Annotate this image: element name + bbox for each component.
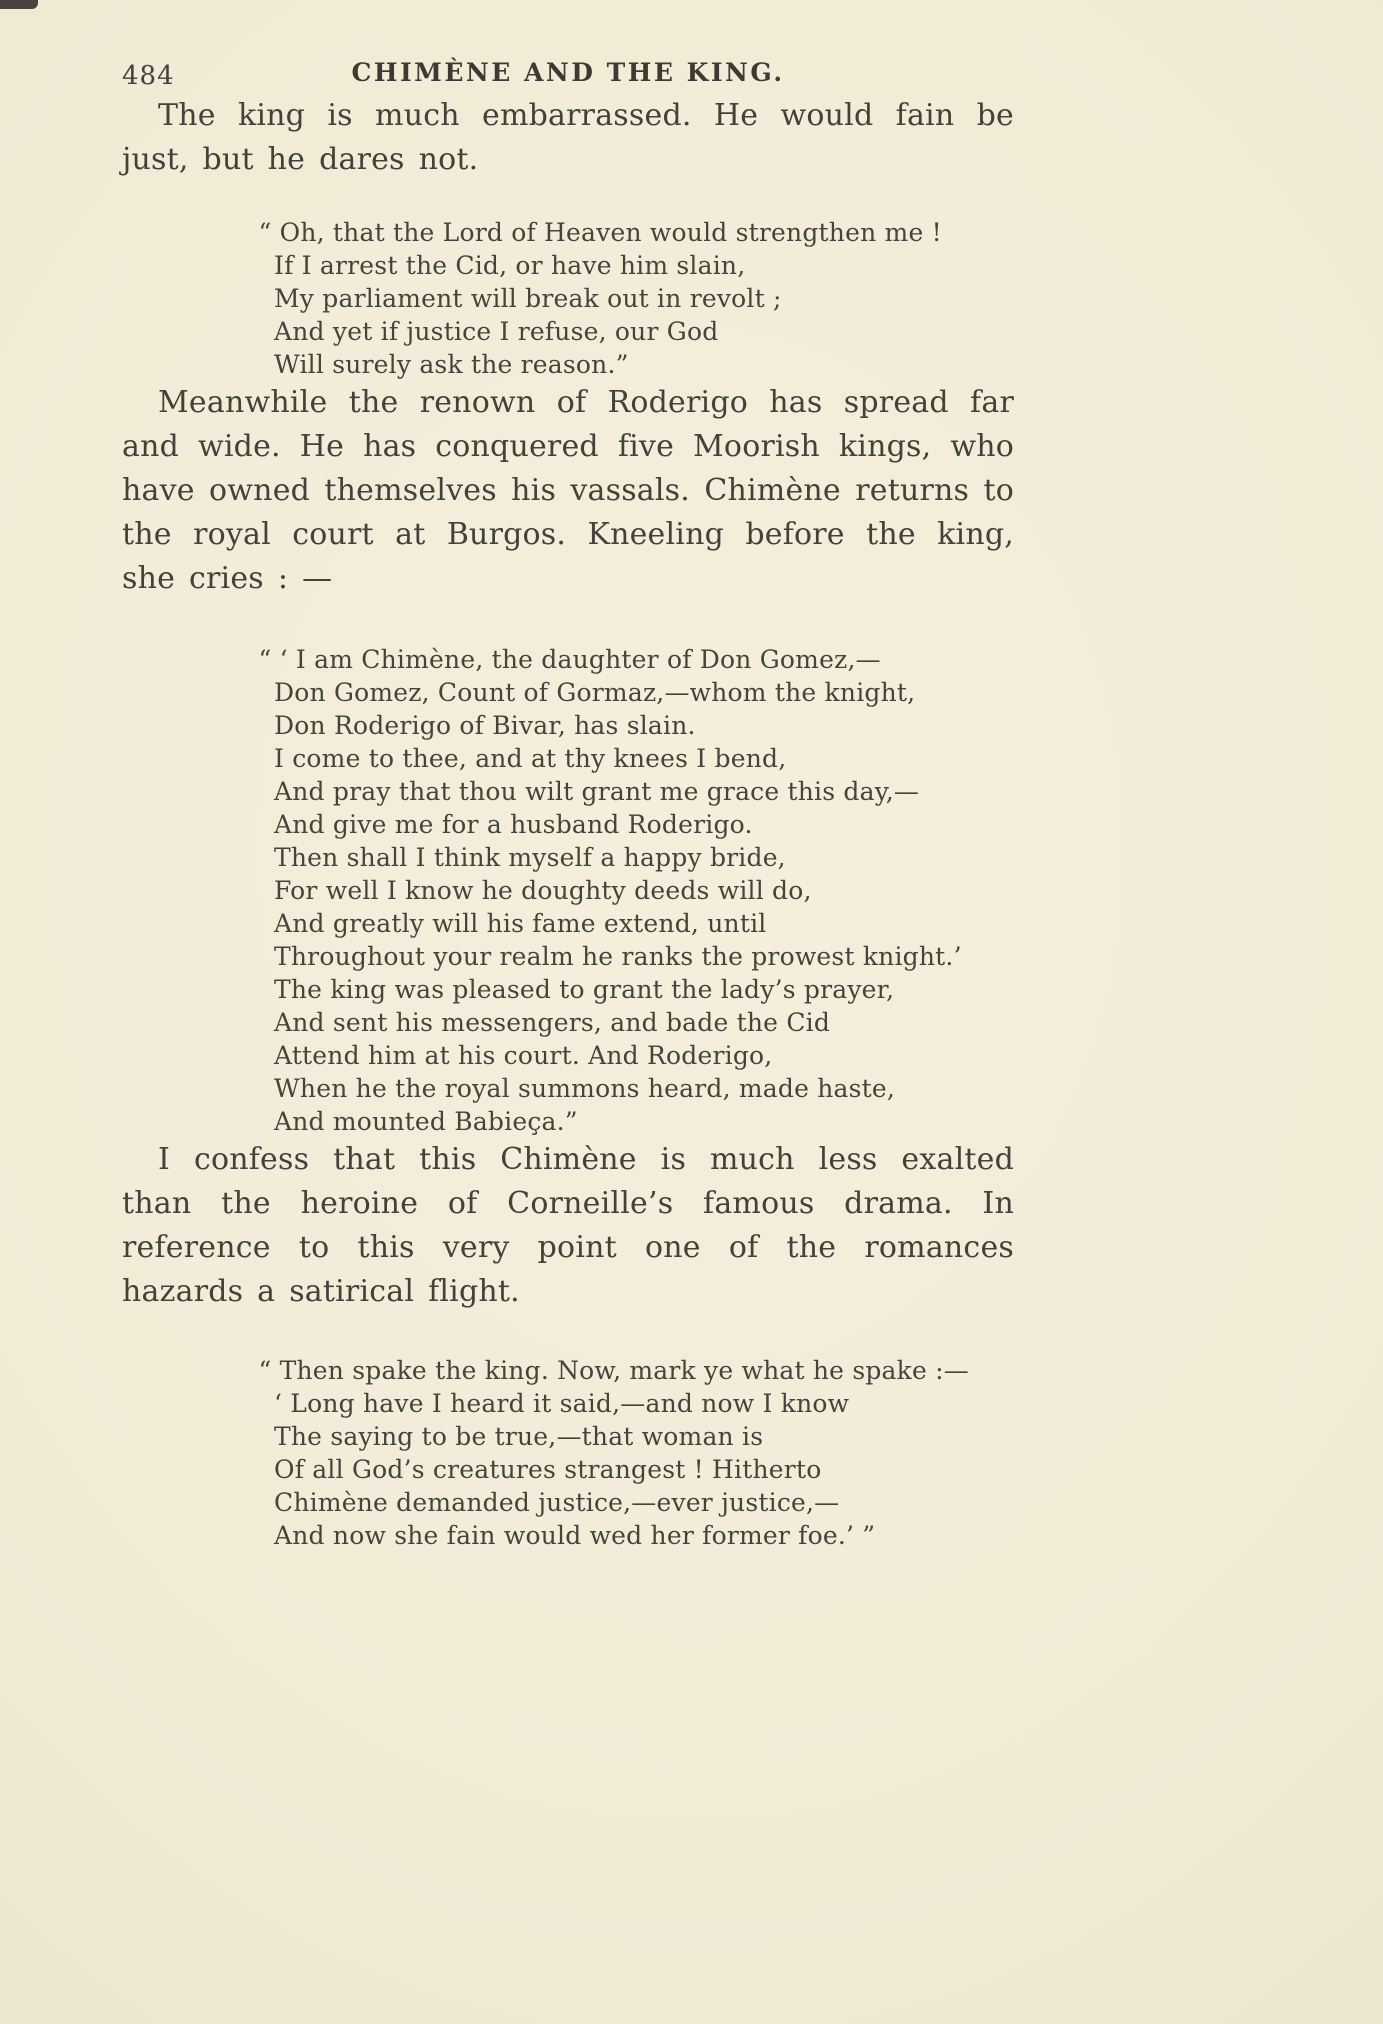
text-block [122,58,1014,1552]
verse-line: Of all God’s creatures strangest ! Hitherto [274,1455,822,1484]
verse-line: And give me for a husband Roderigo. [274,810,753,839]
scan-artifact [0,0,38,9]
verse-line: Will surely ask the reason.” [274,350,629,379]
verse-line: Chimène demanded justice,—ever justice,— [274,1488,840,1517]
verse-line: The saying to be true,—that woman is [274,1422,764,1451]
verse-line: “ ‘ I am Chimène, the daughter of Don Gomez,— [258,645,881,674]
verse-line: ‘ Long have I heard it said,—and now I know [274,1389,850,1418]
verse-quote-1 [258,216,1014,381]
page-number: 484 [122,61,175,91]
verse-line: I come to thee, and at thy knees I bend, [274,744,787,773]
paragraph-2: Meanwhile the renown of Roderigo has spread far and wide. He has conquered five Moorish kings, who have owned themselves his vassals. Chimène returns to the royal court at Burgos. Kneeling before the king, she cries : — [122,385,1014,596]
verse-quote-3 [258,1354,1014,1552]
verse-line: If I arrest the Cid, or have him slain, [274,251,746,280]
verse-line: Don Roderigo of Bivar, has slain. [274,711,696,740]
verse-line: “ Then spake the king. Now, mark ye what he spake :— [258,1356,969,1385]
paragraph-3: I confess that this Chimène is much less exalted than the heroine of Corneille’s famous drama. In reference to this very point one of the romances hazards a satirical flight. [122,1142,1014,1309]
verse-line: When he the royal summons heard, made haste, [274,1074,896,1103]
verse-line: The king was pleased to grant the lady’s prayer, [274,975,895,1004]
verse-line: Then shall I think myself a happy bride, [274,843,786,872]
verse-line: “ Oh, that the Lord of Heaven would strengthen me ! [258,218,942,247]
verse-line: And sent his messengers, and bade the Cid [274,1008,831,1037]
verse-line: And mounted Babieça.” [274,1107,578,1136]
verse-line: And greatly will his fame extend, until [274,909,767,938]
verse-line: And now she fain would wed her former foe.’ ” [274,1521,876,1550]
verse-line: Throughout your realm he ranks the prowest knight.’ [274,942,962,971]
paragraph-1: The king is much embarrassed. He would fain be just, but he dares not. [122,98,1014,177]
verse-line: And yet if justice I refuse, our God [274,317,719,346]
page-header [122,58,1014,94]
running-title: CHIMÈNE AND THE KING. [351,58,785,87]
verse-quote-2 [258,643,1014,1138]
verse-line: For well I know he doughty deeds will do, [274,876,812,905]
verse-line: Don Gomez, Count of Gormaz,—whom the knight, [274,678,916,707]
verse-line: My parliament will break out in revolt ; [274,284,782,313]
verse-line: And pray that thou wilt grant me grace this day,— [274,777,920,806]
verse-line: Attend him at his court. And Roderigo, [274,1041,773,1070]
